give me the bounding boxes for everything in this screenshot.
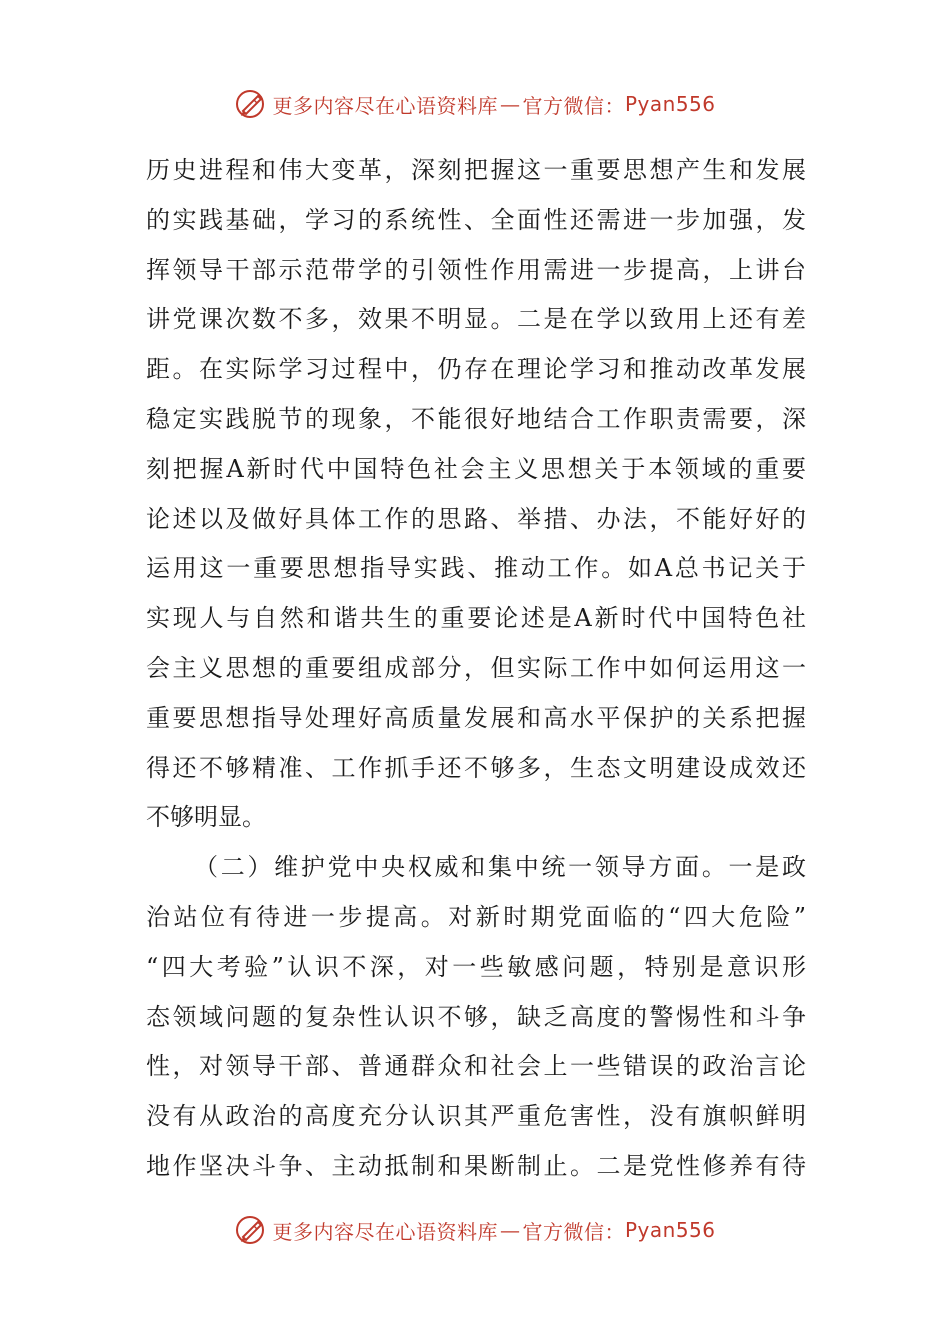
banner-separator: — bbox=[499, 1218, 521, 1242]
banner-text: 更多内容尽在心语资料库 bbox=[272, 1219, 498, 1244]
footer-watermark-banner bbox=[0, 1210, 950, 1250]
text-line: 得还不够精准、工作抓手还不够多，生态文明建设成效还 bbox=[146, 753, 806, 782]
text-line: 历史进程和伟大变革，深刻把握这一重要思想产生和发展 bbox=[146, 156, 806, 184]
banner-separator: — bbox=[499, 92, 521, 116]
header-watermark-banner bbox=[0, 84, 950, 124]
banner-wechat-label: 官方微信： bbox=[522, 1219, 625, 1244]
text-line: “四大考验”认识不深，对一些敏感问题，特别是意识形 bbox=[146, 952, 806, 981]
text-line: 会主义思想的重要组成部分，但实际工作中如何运用这一 bbox=[146, 653, 806, 682]
document-body bbox=[146, 146, 806, 1192]
text-line: 实现人与自然和谐共生的重要论述是A新时代中国特色社 bbox=[146, 604, 806, 633]
text-line: 的实践基础，学习的系统性、全面性还需进一步加强，发 bbox=[146, 205, 806, 234]
text-line: 地作坚决斗争、主动抵制和果断制止。二是党性修养有待 bbox=[146, 1151, 806, 1180]
text-line: 稳定实践脱节的现象，不能很好地结合工作职责需要，深 bbox=[146, 404, 806, 433]
pen-logo-icon bbox=[234, 87, 268, 121]
section-heading-line: （二）维护党中央权威和集中统一领导方面。一是政 bbox=[194, 853, 806, 882]
text-line: 挥领导干部示范带学的引领性作用需进一步提高，上讲台 bbox=[146, 255, 806, 284]
banner-wechat-id: Pyan556 bbox=[624, 92, 716, 116]
text-line: 没有从政治的高度充分认识其严重危害性，没有旗帜鲜明 bbox=[146, 1102, 806, 1131]
banner-wechat-id: Pyan556 bbox=[624, 1218, 716, 1242]
banner-text: 更多内容尽在心语资料库 bbox=[272, 93, 498, 118]
banner-wechat-label: 官方微信： bbox=[522, 93, 625, 118]
text-line: 距。在实际学习过程中，仍存在理论学习和推动改革发展 bbox=[146, 355, 806, 384]
text-line: 运用这一重要思想指导实践、推动工作。如A总书记关于 bbox=[146, 554, 806, 583]
text-line: 态领域问题的复杂性认识不够，缺乏高度的警惕性和斗争 bbox=[146, 1002, 806, 1031]
text-line: 讲党课次数不多，效果不明显。二是在学以致用上还有差 bbox=[146, 305, 806, 334]
text-line: 刻把握A新时代中国特色社会主义思想关于本领域的重要 bbox=[146, 454, 806, 483]
text-line: 重要思想指导处理好高质量发展和高水平保护的关系把握 bbox=[146, 703, 806, 732]
text-line: 不够明显。 bbox=[146, 803, 266, 832]
text-line: 论述以及做好具体工作的思路、举措、办法，不能好好的 bbox=[146, 504, 806, 533]
text-line: 性，对领导干部、普通群众和社会上一些错误的政治言论 bbox=[146, 1052, 806, 1081]
text-line: 治站位有待进一步提高。对新时期党面临的“四大危险” bbox=[146, 902, 806, 931]
pen-logo-icon bbox=[234, 1213, 268, 1247]
